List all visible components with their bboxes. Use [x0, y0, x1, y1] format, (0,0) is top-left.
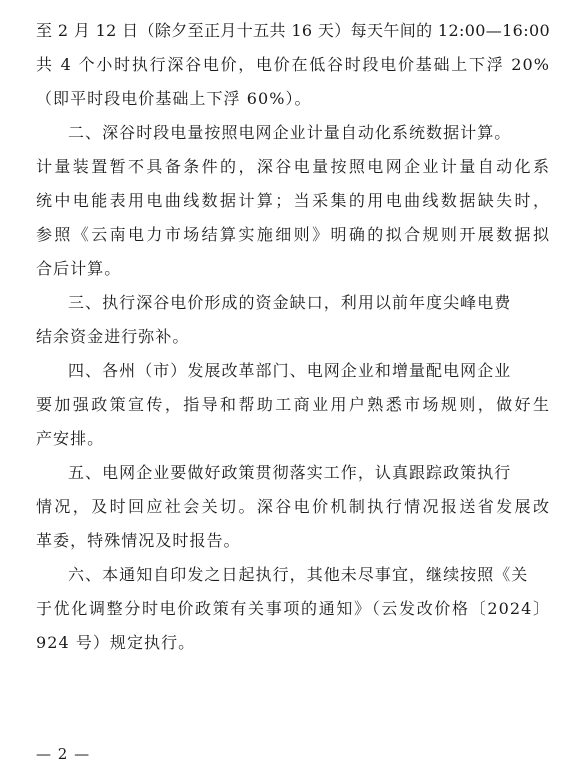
text-line: 至 2 月 12 日（除夕至正月十五共 16 天）每天午间的 12:00—16:00 — [36, 21, 550, 40]
text-line: 情况，及时回应社会关切。深谷电价机制执行情况报送省发展改 — [36, 497, 550, 516]
text-line: 四、各州（市）发展改革部门、电网企业和增量配电网企业 — [68, 361, 512, 380]
paragraph-item-5 — [36, 456, 550, 558]
text-line: 共 4 个小时执行深谷电价，电价在低谷时段电价基础上下浮 20% — [36, 55, 550, 74]
text-line: 六、本通知自印发之日起执行，其他未尽事宜，继续按照《关 — [68, 565, 529, 584]
text-line: 计量装置暂不具备条件的，深谷电量按照电网企业计量自动化系 — [36, 157, 550, 176]
text-line: 革委，特殊情况及时报告。 — [36, 531, 241, 550]
text-line: 产安排。 — [36, 429, 105, 448]
text-line: 统中电能表用电曲线数据计算；当采集的用电曲线数据缺失时， — [36, 191, 550, 210]
text-line: （即平时段电价基础上下浮 60%）。 — [36, 89, 312, 108]
text-line: 924 号）规定执行。 — [36, 633, 196, 652]
paragraph-item-3 — [36, 286, 550, 354]
document-body — [36, 14, 550, 660]
text-line: 结余资金进行弥补。 — [36, 327, 190, 346]
paragraph-item-2 — [36, 116, 550, 286]
paragraph-item-4 — [36, 354, 550, 456]
text-line: 要加强政策宣传，指导和帮助工商业用户熟悉市场规则，做好生 — [36, 395, 550, 414]
text-line: 五、电网企业要做好政策贯彻落实工作，认真跟踪政策执行 — [68, 463, 512, 482]
text-line: 于优化调整分时电价政策有关事项的通知》（云发改价格〔2024〕 — [36, 599, 550, 618]
text-line: 二、深谷时段电量按照电网企业计量自动化系统数据计算。 — [68, 123, 512, 142]
text-line: 合后计算。 — [36, 259, 122, 278]
page-number: — 2 — — [36, 745, 91, 763]
paragraph-continuation — [36, 14, 550, 116]
paragraph-item-6 — [36, 558, 550, 660]
text-line: 三、执行深谷电价形成的资金缺口，利用以前年度尖峰电费 — [68, 293, 512, 312]
text-line: 参照《云南电力市场结算实施细则》明确的拟合规则开展数据拟 — [36, 225, 550, 244]
